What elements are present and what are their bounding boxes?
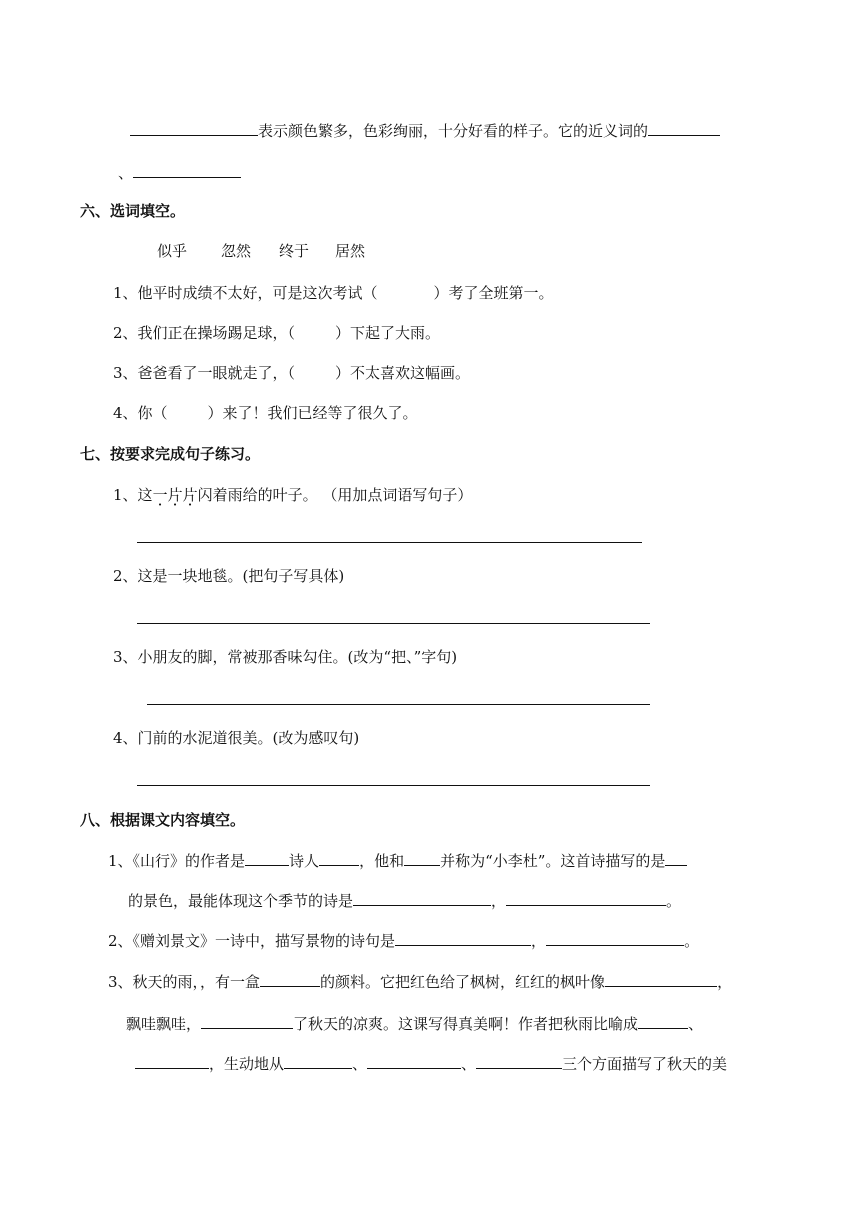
s8-text: 2、《赠刘景文》一诗中，描写景物的诗句是 [108, 932, 396, 950]
word: 似乎 [157, 242, 188, 260]
word: 居然 [335, 242, 366, 260]
blank[interactable] [476, 1053, 562, 1069]
blank[interactable] [395, 930, 531, 946]
blank[interactable] [201, 1013, 293, 1029]
dotted-char: 片 [167, 486, 183, 504]
s8-text: ， [717, 973, 733, 991]
s8-text: ，他和 [359, 852, 405, 870]
s6-item-text: ）考了全班第一。 [433, 284, 554, 302]
s8-text: 、 [461, 1055, 477, 1073]
blank[interactable] [367, 1053, 461, 1069]
section-7-title: 七、按要求完成句子练习。 [80, 445, 261, 463]
blank[interactable] [506, 890, 666, 906]
s6-item-1 [113, 283, 554, 303]
blank[interactable] [245, 850, 289, 866]
s7-item-4: 4、门前的水泥道很美。(改为感叹句) [113, 729, 360, 747]
s8-item-1-line-2 [128, 890, 681, 911]
s8-text: 三个方面描写了秋天的美 [562, 1055, 728, 1073]
sec5-line-2 [118, 162, 241, 183]
sec5-line-1 [130, 120, 720, 141]
word: 忽然 [221, 242, 252, 260]
s6-item-text: ）不太喜欢这幅画。 [335, 364, 471, 382]
blank[interactable] [130, 120, 258, 136]
s8-item-3-line-1 [108, 971, 732, 992]
s8-text: 。 [666, 892, 682, 910]
blank[interactable] [135, 1053, 209, 1069]
s8-text: 1、《山行》的作者是 [108, 852, 246, 870]
s8-item-2 [108, 930, 699, 951]
s8-text: 了秋天的凉爽。这课写得真美啊！作者把秋雨比喻成 [293, 1015, 639, 1033]
s8-item-3-line-2 [126, 1013, 703, 1034]
s8-item-1-line-1 [108, 850, 687, 871]
s6-item-2 [113, 323, 440, 343]
s6-item-4 [113, 403, 418, 423]
s8-text: 的颜料。它把红色给了枫树，红红的枫叶像 [320, 973, 606, 991]
s8-text: 、 [352, 1055, 368, 1073]
sec5-text: 表示颜色繁多，色彩绚丽，十分好看的样子。它的近义词的 [258, 122, 649, 140]
blank[interactable] [353, 890, 491, 906]
answer-line[interactable] [137, 542, 642, 543]
item-number: 1、 [113, 486, 138, 504]
word: 终于 [279, 242, 310, 260]
blank[interactable] [319, 850, 359, 866]
s8-text: 3、秋天的雨，，有一盒 [108, 973, 261, 991]
dotted-char: 一 [152, 486, 168, 504]
s7-item-3: 3、小朋友的脚，常被那香味勾住。(改为“把、”字句) [113, 648, 458, 666]
s8-text: 诗人 [289, 852, 320, 870]
answer-line[interactable] [137, 785, 650, 786]
s6-item-text: 3、爸爸看了一眼就走了，（ [113, 364, 296, 382]
s8-text: ， [531, 932, 547, 950]
blank[interactable] [648, 120, 720, 136]
blank[interactable] [133, 162, 241, 178]
s8-text: ，生动地从 [209, 1055, 285, 1073]
blank[interactable] [404, 850, 440, 866]
blank[interactable] [546, 930, 684, 946]
s6-item-text: ）来了！我们已经等了很久了。 [207, 404, 418, 422]
dotted-char: 片 [182, 486, 198, 504]
answer-line[interactable] [137, 623, 650, 624]
blank[interactable] [284, 1053, 352, 1069]
section-8-title: 八、根据课文内容填空。 [80, 811, 246, 829]
s8-text: ， [491, 892, 507, 910]
s8-text: 的景色，最能体现这个季节的诗是 [128, 892, 354, 910]
s6-item-text: 4、你（ [113, 404, 168, 422]
s8-text: 并称为“小李杜”。这首诗描写的是 [440, 852, 666, 870]
blank[interactable] [260, 971, 320, 987]
word-bank [157, 241, 365, 261]
s8-item-3-line-3 [135, 1053, 727, 1074]
blank[interactable] [665, 850, 687, 866]
s6-item-text: 2、我们正在操场踢足球，（ [113, 324, 296, 342]
s8-text: 飘哇飘哇， [126, 1015, 202, 1033]
s8-text: 。 [684, 932, 700, 950]
s6-item-text: ）下起了大雨。 [335, 324, 441, 342]
blank[interactable] [605, 971, 717, 987]
section-6-title: 六、选词填空。 [80, 202, 186, 220]
char: 这 [137, 486, 153, 504]
s6-item-text: 1、他平时成绩不太好，可是这次考试（ [113, 284, 378, 302]
answer-line[interactable] [147, 704, 650, 705]
s8-text: 、 [688, 1015, 704, 1033]
separator: 、 [118, 164, 134, 182]
blank[interactable] [638, 1013, 688, 1029]
s7-item-text: 闪着雨给的叶子。 （用加点词语写句子） [197, 486, 473, 504]
s7-item-2: 2、这是一块地毯。(把句子写具体) [113, 567, 345, 585]
s7-item-1 [113, 485, 472, 505]
s6-item-3 [113, 363, 470, 383]
